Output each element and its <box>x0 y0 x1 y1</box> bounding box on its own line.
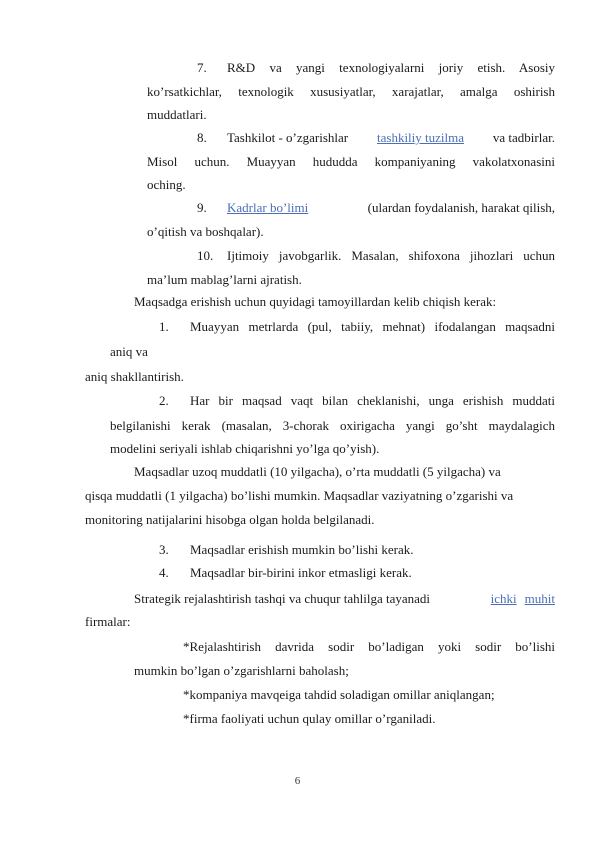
paragraph: qisqa muddatli (1 yilgacha) bo’lishi mumkin. Maqsadlar vaziyatning o’zgarishi va <box>85 488 514 503</box>
kadrlar-bolimi-link[interactable]: Kadrlar bo’limi <box>227 200 309 215</box>
bullet-text: *Rejalashtirish davrida sodir bo’ladigan yoki sodir bo’lishi <box>183 639 555 654</box>
paragraph: Maqsadlar uzoq muddatli (10 yilgacha), o’rta muddatli (5 yilgacha) va <box>134 464 501 479</box>
paragraph: monitoring natijalarini hisobga olgan holda belgilanadi. <box>85 512 375 527</box>
bullet-text: *firma faoliyati uchun qulay omillar o’rganiladi. <box>183 711 436 726</box>
page-number: 6 <box>294 775 301 787</box>
muhit-link[interactable]: muhit <box>524 591 555 606</box>
list-item-text: muddatlari. <box>147 107 207 122</box>
list-number: 3. <box>159 542 169 557</box>
text-fragment: Strategik rejalashtirish tashqi va chuqur tahlilga tayanadi <box>134 591 431 606</box>
list-number: 8. <box>197 130 207 145</box>
list-item-text: aniq shakllantirish. <box>85 369 184 384</box>
list-item-text: Ijtimoiy javobgarlik. Masalan, shifoxona jihozlari uchun <box>227 248 555 263</box>
list-item-text: belgilanishi kerak (masalan, 3-chorak oxirigacha yangi go’sht maydalagich <box>110 418 555 433</box>
text-fragment: Tashkilot - o’zgarishlar <box>227 130 349 145</box>
list-item-text: ma’lum mablag’larni ajratish. <box>147 272 302 287</box>
list-item-text: oching. <box>147 177 186 192</box>
list-item-text: Maqsadlar bir-birini inkor etmasligi kerak. <box>190 565 412 580</box>
list-item-text: Maqsadlar erishish mumkin bo’lishi kerak. <box>190 542 414 557</box>
list-number: 10. <box>197 248 214 263</box>
paragraph <box>134 591 555 607</box>
list-number: 1. <box>159 319 169 334</box>
list-item-text: aniq va <box>110 344 148 359</box>
text-fragment: (ulardan foydalanish, harakat qilish, <box>367 200 555 215</box>
bullet-text: *kompaniya mavqeiga tahdid soladigan omillar aniqlangan; <box>183 687 495 702</box>
list-item-text: Muayyan metrlarda (pul, tabiiy, mehnat) ifodalangan maqsadni <box>190 319 555 334</box>
ichki-link[interactable]: ichki <box>490 591 517 606</box>
list-number: 9. <box>197 200 207 215</box>
list-item-text <box>227 200 555 216</box>
list-item-text <box>227 130 555 146</box>
list-item-text: Har bir maqsad vaqt bilan cheklanishi, unga erishish muddati <box>190 393 555 408</box>
bullet-text: mumkin bo’lgan o’zgarishlarni baholash; <box>134 663 349 678</box>
list-item-text: R&D va yangi texnologiyalarni joriy etish. Asosiy <box>227 60 555 75</box>
list-number: 4. <box>159 565 169 580</box>
list-item-text: o’qitish va boshqalar). <box>147 224 264 239</box>
list-item-text: Misol uchun. Muayyan hududda kompaniyaning vakolatxonasini <box>147 154 555 169</box>
text-fragment: va tadbirlar. <box>492 130 555 145</box>
list-number: 7. <box>197 60 207 75</box>
list-item-text: modelini seriyali ishlab chiqarishni yo’lga qo’yish). <box>110 441 380 456</box>
paragraph: Maqsadga erishish uchun quyidagi tamoyillardan kelib chiqish kerak: <box>134 294 497 309</box>
paragraph: firmalar: <box>85 614 131 629</box>
tashkiliy-tuzilma-link[interactable]: tashkiliy tuzilma <box>377 130 465 145</box>
list-number: 2. <box>159 393 169 408</box>
link-group <box>491 591 555 607</box>
list-item-text: ko’rsatkichlar, texnologik xususiyatlar, xarajatlar, amalga oshirish <box>147 84 555 99</box>
